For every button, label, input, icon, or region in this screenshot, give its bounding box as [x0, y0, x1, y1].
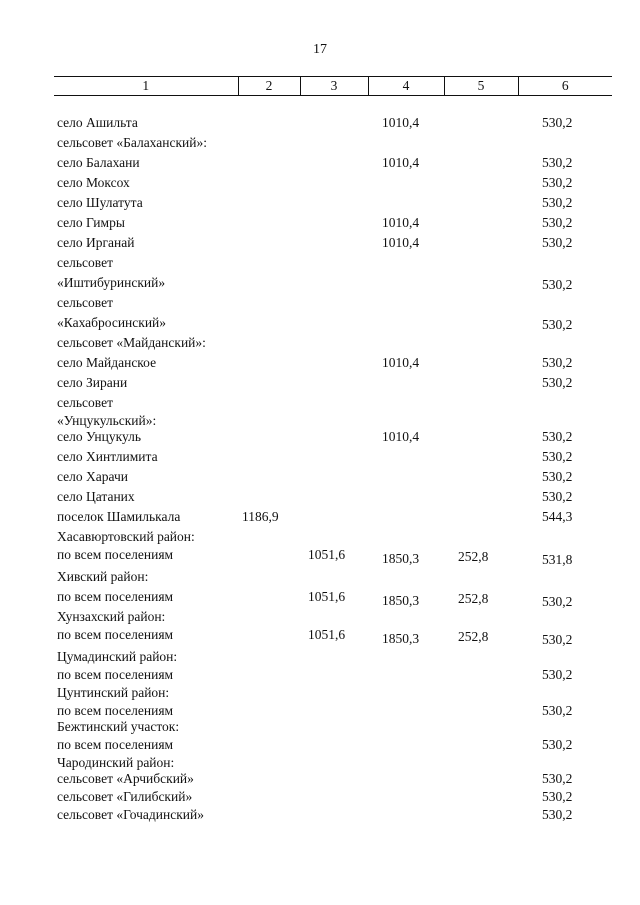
row-label: село Цатаних: [57, 489, 135, 504]
table-row: [0, 314, 640, 332]
cell-col-6: 530,2: [542, 789, 573, 804]
row-label: сельсовет: [57, 395, 113, 410]
column-header-3: 3: [300, 77, 368, 96]
cell-col-6: 530,2: [542, 277, 573, 292]
cell-col-4: 1010,4: [382, 155, 420, 170]
cell-col-4: 1010,4: [382, 215, 420, 230]
row-label: по всем поселениям: [57, 627, 174, 642]
table-row: [0, 254, 640, 272]
cell-col-5: 252,8: [458, 629, 489, 644]
cell-col-2: 1186,9: [242, 509, 279, 524]
row-label: сельсовет: [57, 255, 113, 270]
row-label: по всем поселениям: [57, 703, 174, 718]
table-row: [0, 718, 640, 736]
cell-col-6: 530,2: [542, 115, 573, 130]
cell-col-3: 1051,6: [308, 589, 346, 604]
cell-col-6: 530,2: [542, 667, 573, 682]
row-label: по всем поселениям: [57, 547, 174, 562]
row-label: по всем поселениям: [57, 737, 174, 752]
cell-col-6: 530,2: [542, 195, 573, 210]
row-label: сельсовет: [57, 295, 113, 310]
cell-col-6: 531,8: [542, 552, 573, 567]
table-row: [0, 648, 640, 666]
row-label: Хасавюртовский район:: [57, 529, 195, 544]
table-row: [0, 788, 640, 806]
row-label: село Моксох: [57, 175, 130, 190]
table-row: [0, 626, 640, 647]
table-row: [0, 806, 640, 824]
table-row: [0, 394, 640, 412]
cell-col-6: 530,2: [542, 594, 573, 609]
cell-col-4: 1010,4: [382, 115, 420, 130]
table-row: [0, 468, 640, 486]
table-row: [0, 770, 640, 788]
table-row: [0, 294, 640, 312]
row-label: сельсовет «Гилибский»: [57, 789, 193, 804]
table-row: [0, 134, 640, 152]
cell-col-4: 1010,4: [382, 235, 420, 250]
table-row: [0, 428, 640, 446]
row-label: «Кахабросинский»: [57, 315, 167, 330]
row-label: Хунзахский район:: [57, 609, 166, 624]
table-row: [0, 666, 640, 684]
row-label: сельсовет «Балаханский»:: [57, 135, 207, 150]
cell-col-6: 544,3: [542, 509, 573, 524]
cell-col-4: 1850,3: [382, 551, 420, 566]
table-row: [0, 374, 640, 392]
cell-col-6: 530,2: [542, 215, 573, 230]
cell-col-6: 530,2: [542, 703, 573, 718]
cell-col-6: 530,2: [542, 375, 573, 390]
row-label: Чародинский район:: [57, 755, 175, 770]
cell-col-3: 1051,6: [308, 547, 346, 562]
cell-col-6: 530,2: [542, 355, 573, 370]
row-label: «Иштибуринский»: [57, 275, 166, 290]
row-label: село Ашильта: [57, 115, 138, 130]
cell-col-5: 252,8: [458, 549, 489, 564]
cell-col-6: 530,2: [542, 175, 573, 190]
row-label: по всем поселениям: [57, 667, 174, 682]
cell-col-4: 1850,3: [382, 593, 420, 608]
table-row: [0, 608, 640, 626]
table-row: [0, 274, 640, 292]
row-label: село Унцукуль: [57, 429, 141, 444]
cell-col-3: 1051,6: [308, 627, 346, 642]
table-row: [0, 588, 640, 609]
cell-col-6: 530,2: [542, 469, 573, 484]
table-row: [0, 114, 640, 132]
table-row: [0, 528, 640, 546]
table-row: [0, 214, 640, 232]
cell-col-4: 1010,4: [382, 429, 420, 444]
row-label: село Шулатута: [57, 195, 143, 210]
cell-col-6: 530,2: [542, 632, 573, 647]
table-row: [0, 174, 640, 192]
row-label: село Ирганай: [57, 235, 135, 250]
row-label: Бежтинский участок:: [57, 719, 180, 734]
row-label: сельсовет «Гочадинский»: [57, 807, 204, 822]
row-label: село Балахани: [57, 155, 140, 170]
cell-col-6: 530,2: [542, 235, 573, 250]
table-row: [0, 334, 640, 352]
cell-col-6: 530,2: [542, 771, 573, 786]
column-header-1: 1: [54, 77, 238, 96]
cell-col-5: 252,8: [458, 591, 489, 606]
table-row: [0, 684, 640, 702]
row-label: село Майданское: [57, 355, 157, 370]
row-label: по всем поселениям: [57, 589, 174, 604]
column-header-2: 2: [238, 77, 300, 96]
table-row: [0, 154, 640, 172]
row-label: Хивский район:: [57, 569, 149, 584]
column-header-4: 4: [368, 77, 444, 96]
row-label: село Гимры: [57, 215, 125, 230]
column-header-6: 6: [518, 77, 612, 96]
row-label: Цунтинский район:: [57, 685, 170, 700]
column-header-table: [54, 76, 612, 96]
row-label: село Хинтлимита: [57, 449, 158, 464]
row-label: сельсовет «Арчибский»: [57, 771, 194, 786]
cell-col-4: 1010,4: [382, 355, 420, 370]
row-label: село Зирани: [57, 375, 128, 390]
table-row: [0, 546, 640, 567]
row-label: сельсовет «Майданский»:: [57, 335, 206, 350]
table-row: [0, 448, 640, 466]
table-row: [0, 736, 640, 754]
table-row: [0, 234, 640, 252]
row-label: Цумадинский район:: [57, 649, 178, 664]
cell-col-6: 530,2: [542, 449, 573, 464]
column-header-5: 5: [444, 77, 518, 96]
cell-col-6: 530,2: [542, 317, 573, 332]
row-label: «Унцукульский»:: [57, 413, 157, 428]
cell-col-6: 530,2: [542, 155, 573, 170]
cell-col-6: 530,2: [542, 737, 573, 752]
table-row: [0, 194, 640, 212]
table-row: [0, 488, 640, 506]
cell-col-6: 530,2: [542, 489, 573, 504]
cell-col-6: 530,2: [542, 429, 573, 444]
row-label: поселок Шамилькала: [57, 509, 181, 524]
cell-col-4: 1850,3: [382, 631, 420, 646]
cell-col-6: 530,2: [542, 807, 573, 822]
table-row: [0, 508, 640, 526]
table-row: [0, 568, 640, 586]
page-number: 17: [313, 42, 327, 57]
row-label: село Харачи: [57, 469, 128, 484]
column-header-row: [54, 77, 612, 96]
table-row: [0, 354, 640, 372]
